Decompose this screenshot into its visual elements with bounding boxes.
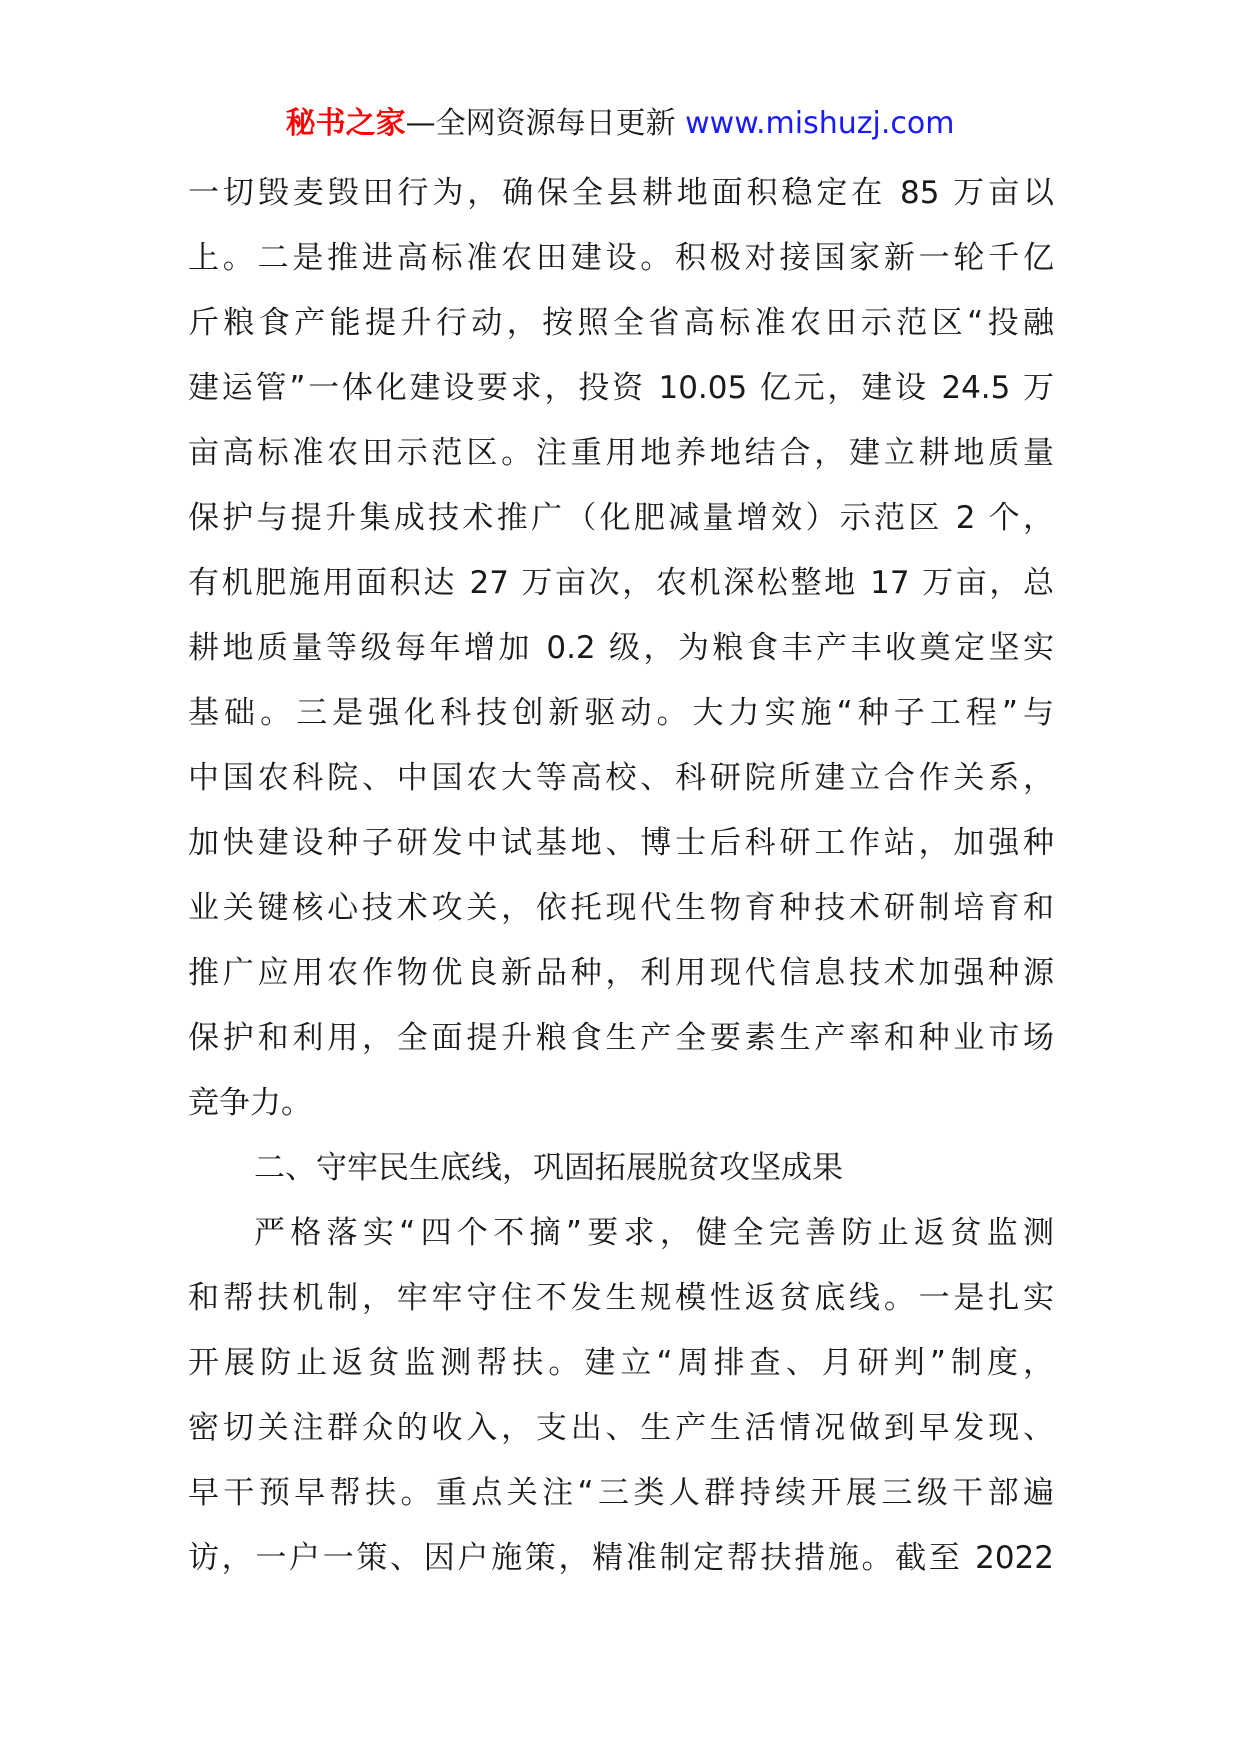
paragraph-1-line: 斤粮食产能提升行动，按照全省高标准农田示范区“投融 (188, 305, 1054, 341)
paragraph-1-line: 上。二是推进高标准农田建设。积极对接国家新一轮千亿 (188, 240, 1054, 276)
document-body (188, 161, 1054, 1591)
paragraph-1-line: 有机肥施用面积达 27 万亩次，农机深松整地 17 万亩，总 (188, 565, 1054, 601)
paragraph-1-line: 保护与提升集成技术推广（化肥减量增效）示范区 2 个， (188, 500, 1054, 536)
paragraph-1-line: 建运管”一体化建设要求，投资 10.05 亿元，建设 24.5 万 (188, 370, 1054, 406)
banner-slogan: —全网资源每日更新 (405, 106, 676, 141)
paragraph-1-line: 一切毁麦毁田行为，确保全县耕地面积稳定在 85 万亩以 (188, 175, 1054, 211)
paragraph-1-line: 耕地质量等级每年增加 0.2 级，为粮食丰产丰收奠定坚实 (188, 630, 1054, 666)
paragraph-1-line: 保护和利用，全面提升粮食生产全要素生产率和种业市场 (188, 1020, 1054, 1056)
paragraph-1-line: 业关键核心技术攻关，依托现代生物育种技术研制培育和 (188, 890, 1054, 926)
paragraph-1-line: 基础。三是强化科技创新驱动。大力实施“种子工程”与 (188, 695, 1054, 731)
site-banner (0, 102, 1240, 146)
paragraph-1-line: 推广应用农作物优良新品种，利用现代信息技术加强种源 (188, 955, 1054, 991)
paragraph-2-line: 访，一户一策、因户施策，精准制定帮扶措施。截至 2022 (188, 1540, 1054, 1576)
paragraph-2-line: 早干预早帮扶。重点关注“三类人群持续开展三级干部遍 (188, 1475, 1054, 1511)
section-heading: 二、守牢民生底线，巩固拓展脱贫攻坚成果 (254, 1150, 843, 1186)
paragraph-2-line: 密切关注群众的收入，支出、生产生活情况做到早发现、 (188, 1410, 1054, 1446)
site-url-link[interactable]: www.mishuzj.com (685, 106, 955, 141)
paragraph-1-line: 中国农科院、中国农大等高校、科研院所建立合作关系， (188, 760, 1054, 796)
paragraph-1-line: 加快建设种子研发中试基地、博士后科研工作站，加强种 (188, 825, 1054, 861)
paragraph-1-line: 亩高标准农田示范区。注重用地养地结合，建立耕地质量 (188, 435, 1054, 471)
paragraph-2-line: 严格落实“四个不摘”要求，健全完善防止返贫监测 (254, 1215, 1054, 1251)
paragraph-2-line: 开展防止返贫监测帮扶。建立“周排查、月研判”制度， (188, 1345, 1054, 1381)
paragraph-1-line: 竞争力。 (188, 1085, 312, 1121)
brand-name: 秘书之家 (285, 106, 406, 141)
paragraph-2-line: 和帮扶机制，牢牢守住不发生规模性返贫底线。一是扎实 (188, 1280, 1054, 1316)
